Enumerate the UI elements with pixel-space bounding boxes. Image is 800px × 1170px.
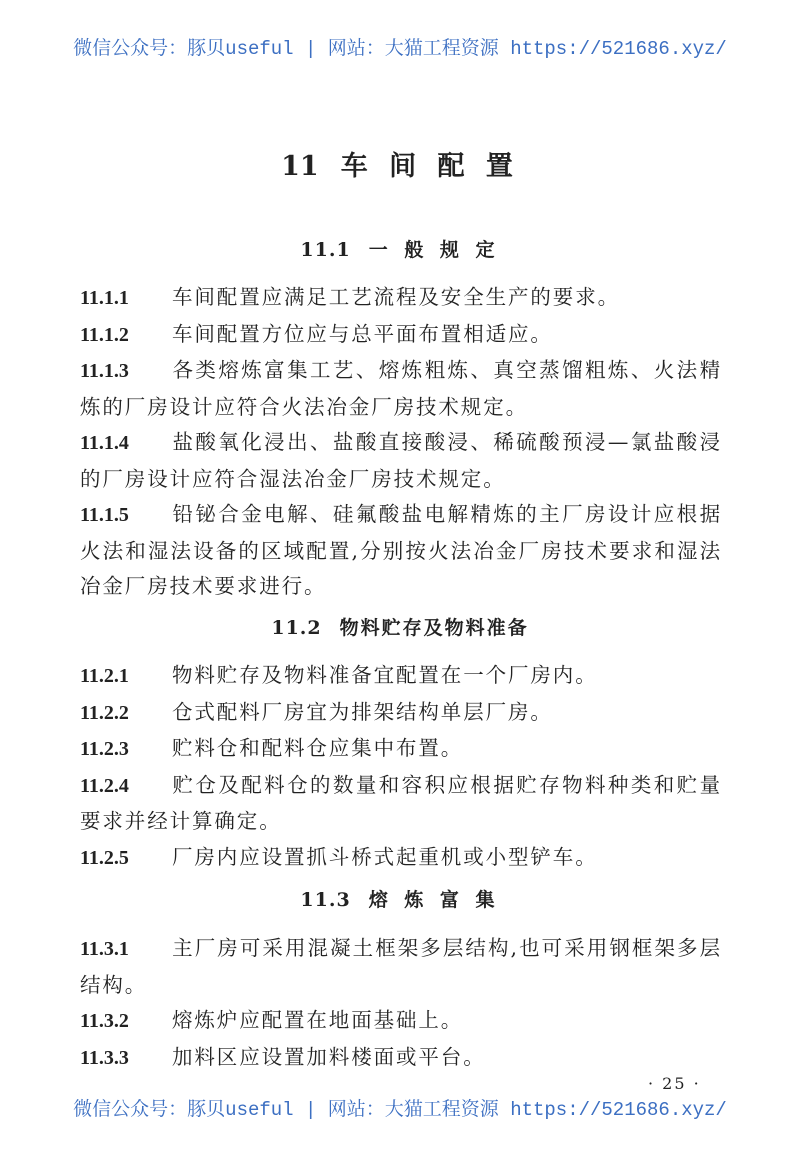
clause-number: 11.2.1 bbox=[80, 665, 129, 687]
clause bbox=[80, 768, 722, 840]
clause-number: 11.3.2 bbox=[80, 1010, 129, 1032]
clause-number: 11.2.2 bbox=[80, 701, 129, 724]
clause-text: 主厂房可采用混凝土框架多层结构,也可采用钢框架多层结构。 bbox=[80, 936, 722, 997]
clause-text: 贮料仓和配料仓应集中布置。 bbox=[172, 736, 464, 760]
section-number: 11.1 bbox=[300, 239, 351, 261]
clause-text: 熔炼炉应配置在地面基础上。 bbox=[172, 1008, 464, 1032]
clause-number: 11.1.5 bbox=[80, 504, 129, 526]
section-title: 一 般 规 定 bbox=[368, 239, 500, 261]
clause bbox=[80, 931, 722, 1003]
clause-number: 11.3.3 bbox=[80, 1046, 129, 1069]
clause bbox=[80, 425, 722, 497]
clause-text: 仓式配料厂房宜为排架结构单层厂房。 bbox=[172, 699, 553, 724]
clause bbox=[80, 317, 722, 354]
clause-number: 11.2.5 bbox=[80, 846, 129, 869]
clause bbox=[80, 731, 722, 768]
clause-text: 各类熔炼富集工艺、熔炼粗炼、真空蒸馏粗炼、火法精炼的厂房设计应符合火法冶金厂房技术规定。 bbox=[80, 358, 722, 419]
watermark-top: 微信公众号：豚贝useful | 网站：大猫工程资源 https://521686.xyz/ bbox=[73, 38, 727, 60]
section-number: 11.2 bbox=[271, 617, 322, 639]
clause-number: 11.1.1 bbox=[80, 287, 129, 309]
clause-text: 铅铋合金电解、硅氟酸盐电解精炼的主厂房设计应根据火法和湿法设备的区域配置,分别按火法冶金厂房技术要求和湿法冶金厂房技术要求进行。 bbox=[80, 502, 722, 598]
section-heading bbox=[0, 613, 800, 640]
clause-text: 加料区应设置加料楼面或平台。 bbox=[172, 1044, 486, 1069]
clause-number: 11.1.3 bbox=[80, 360, 129, 382]
clause-text: 物料贮存及物料准备宜配置在一个厂房内。 bbox=[172, 663, 598, 687]
section-11-3-body bbox=[80, 931, 722, 1076]
clause-number: 11.2.3 bbox=[80, 738, 129, 760]
watermark-bottom: 微信公众号：豚贝useful | 网站：大猫工程资源 https://521686.xyz/ bbox=[73, 1099, 727, 1121]
clause bbox=[80, 695, 722, 732]
clause bbox=[80, 280, 722, 317]
clause bbox=[80, 1040, 722, 1077]
clause-number: 11.1.2 bbox=[80, 323, 129, 346]
chapter-number: 11 bbox=[281, 151, 319, 182]
section-heading bbox=[0, 885, 800, 912]
page-number: · 25 · bbox=[648, 1074, 701, 1093]
clause-number: 11.1.4 bbox=[80, 432, 129, 454]
clause-text: 贮仓及配料仓的数量和容积应根据贮存物料种类和贮量要求并经计算确定。 bbox=[80, 772, 722, 833]
section-heading bbox=[0, 235, 800, 262]
clause-number: 11.3.1 bbox=[80, 938, 129, 960]
chapter-title-text: 车 间 配 置 bbox=[340, 151, 519, 182]
section-11-2-body bbox=[80, 658, 722, 876]
clause-text: 车间配置方位应与总平面布置相适应。 bbox=[172, 321, 553, 346]
section-number: 11.3 bbox=[300, 889, 351, 911]
clause bbox=[80, 497, 722, 605]
section-11-1-body bbox=[80, 280, 722, 605]
clause-text: 车间配置应满足工艺流程及安全生产的要求。 bbox=[172, 285, 620, 309]
clause bbox=[80, 1003, 722, 1040]
section-title: 熔 炼 富 集 bbox=[368, 889, 500, 911]
clause bbox=[80, 353, 722, 425]
clause bbox=[80, 840, 722, 877]
clause bbox=[80, 658, 722, 695]
section-title: 物料贮存及物料准备 bbox=[339, 617, 529, 639]
clause-text: 盐酸氧化浸出、盐酸直接酸浸、稀硫酸预浸—氯盐酸浸的厂房设计应符合湿法冶金厂房技术规定。 bbox=[80, 430, 722, 491]
clause-text: 厂房内应设置抓斗桥式起重机或小型铲车。 bbox=[172, 844, 598, 869]
clause-number: 11.2.4 bbox=[80, 774, 129, 797]
chapter-title bbox=[0, 144, 800, 183]
